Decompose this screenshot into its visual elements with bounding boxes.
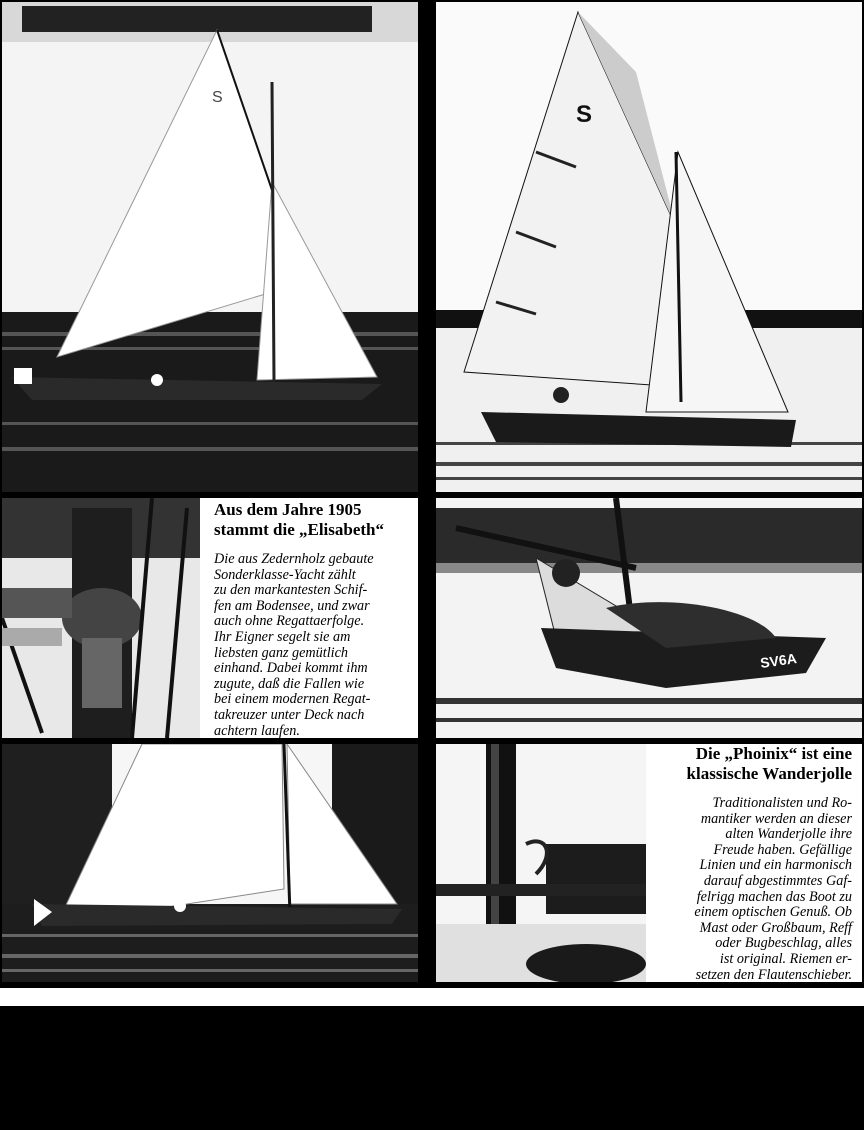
caption-elisabeth-title-line2: stammt die „Elisabeth“ (214, 520, 384, 539)
body-line: einhand. Dabei kommt ihm (214, 660, 368, 677)
body-line: ist original. Riemen er- (719, 950, 852, 967)
body-line: oder Bugbeschlag, alles (715, 935, 852, 952)
body-line: auch ohne Regattaerfolge. (214, 613, 365, 630)
caption-phoinix-title-line2: klassische Wanderjolle (686, 764, 852, 783)
hull-lettering: SV6A (759, 650, 798, 671)
page-bottom-margin (0, 988, 864, 1006)
photo-dinghy-sailing (436, 2, 862, 492)
body-line: einem optischen Genuß. Ob (694, 904, 852, 921)
body-line: Sonderklasse-Yacht zählt (214, 566, 356, 583)
body-line: Freude haben. Gefällige (713, 841, 852, 858)
body-line: Mast oder Großbaum, Reff (699, 919, 852, 936)
body-line: alten Wanderjolle ihre (725, 826, 852, 843)
caption-elisabeth (200, 498, 418, 738)
sail-number-elisabeth: S (212, 89, 223, 106)
body-line: bei einem modernen Regat- (214, 691, 371, 708)
body-line: liebsten ganz gemütlich (214, 644, 348, 661)
body-line: zu den markantesten Schif- (214, 582, 368, 599)
photo-elisabeth-sailing (2, 2, 418, 492)
caption-elisabeth-title-line1: Aus dem Jahre 1905 (214, 500, 362, 519)
body-line: setzen den Flautenschieber. (695, 966, 852, 983)
caption-phoinix-body (646, 796, 852, 983)
body-line: zugute, daß die Fallen wie (214, 675, 365, 692)
body-line: Linien und ein harmonisch (699, 857, 852, 874)
body-line: felrigg machen das Boot zu (696, 888, 852, 905)
caption-phoinix (646, 744, 862, 982)
body-line: Ihr Eigner segelt sie am (214, 628, 351, 645)
caption-elisabeth-title (214, 500, 418, 540)
body-line: takreuzer unter Deck nach (214, 706, 365, 723)
caption-phoinix-title-line1: Die „Phoinix“ ist eine (695, 744, 852, 763)
photo-mast-detail (2, 498, 200, 738)
sail-number-dinghy: S (576, 101, 593, 128)
body-line: fen am Bodensee, und zwar (214, 597, 370, 614)
body-line: mantiker werden an dieser (700, 810, 852, 827)
body-line: Die aus Zedernholz gebaute (214, 551, 374, 567)
caption-elisabeth-body (214, 552, 418, 739)
body-line: darauf abgestimmtes Gaf- (703, 872, 852, 889)
photo-gaff-rig-detail (436, 744, 646, 982)
body-line: Traditionalisten und Ro- (712, 795, 852, 811)
caption-phoinix-title (646, 744, 852, 784)
scan-background (0, 1006, 864, 1130)
photo-elisabeth-broadside (2, 744, 418, 982)
photo-dinghy-closeup (436, 498, 862, 738)
body-line: achtern laufen. (214, 722, 300, 739)
